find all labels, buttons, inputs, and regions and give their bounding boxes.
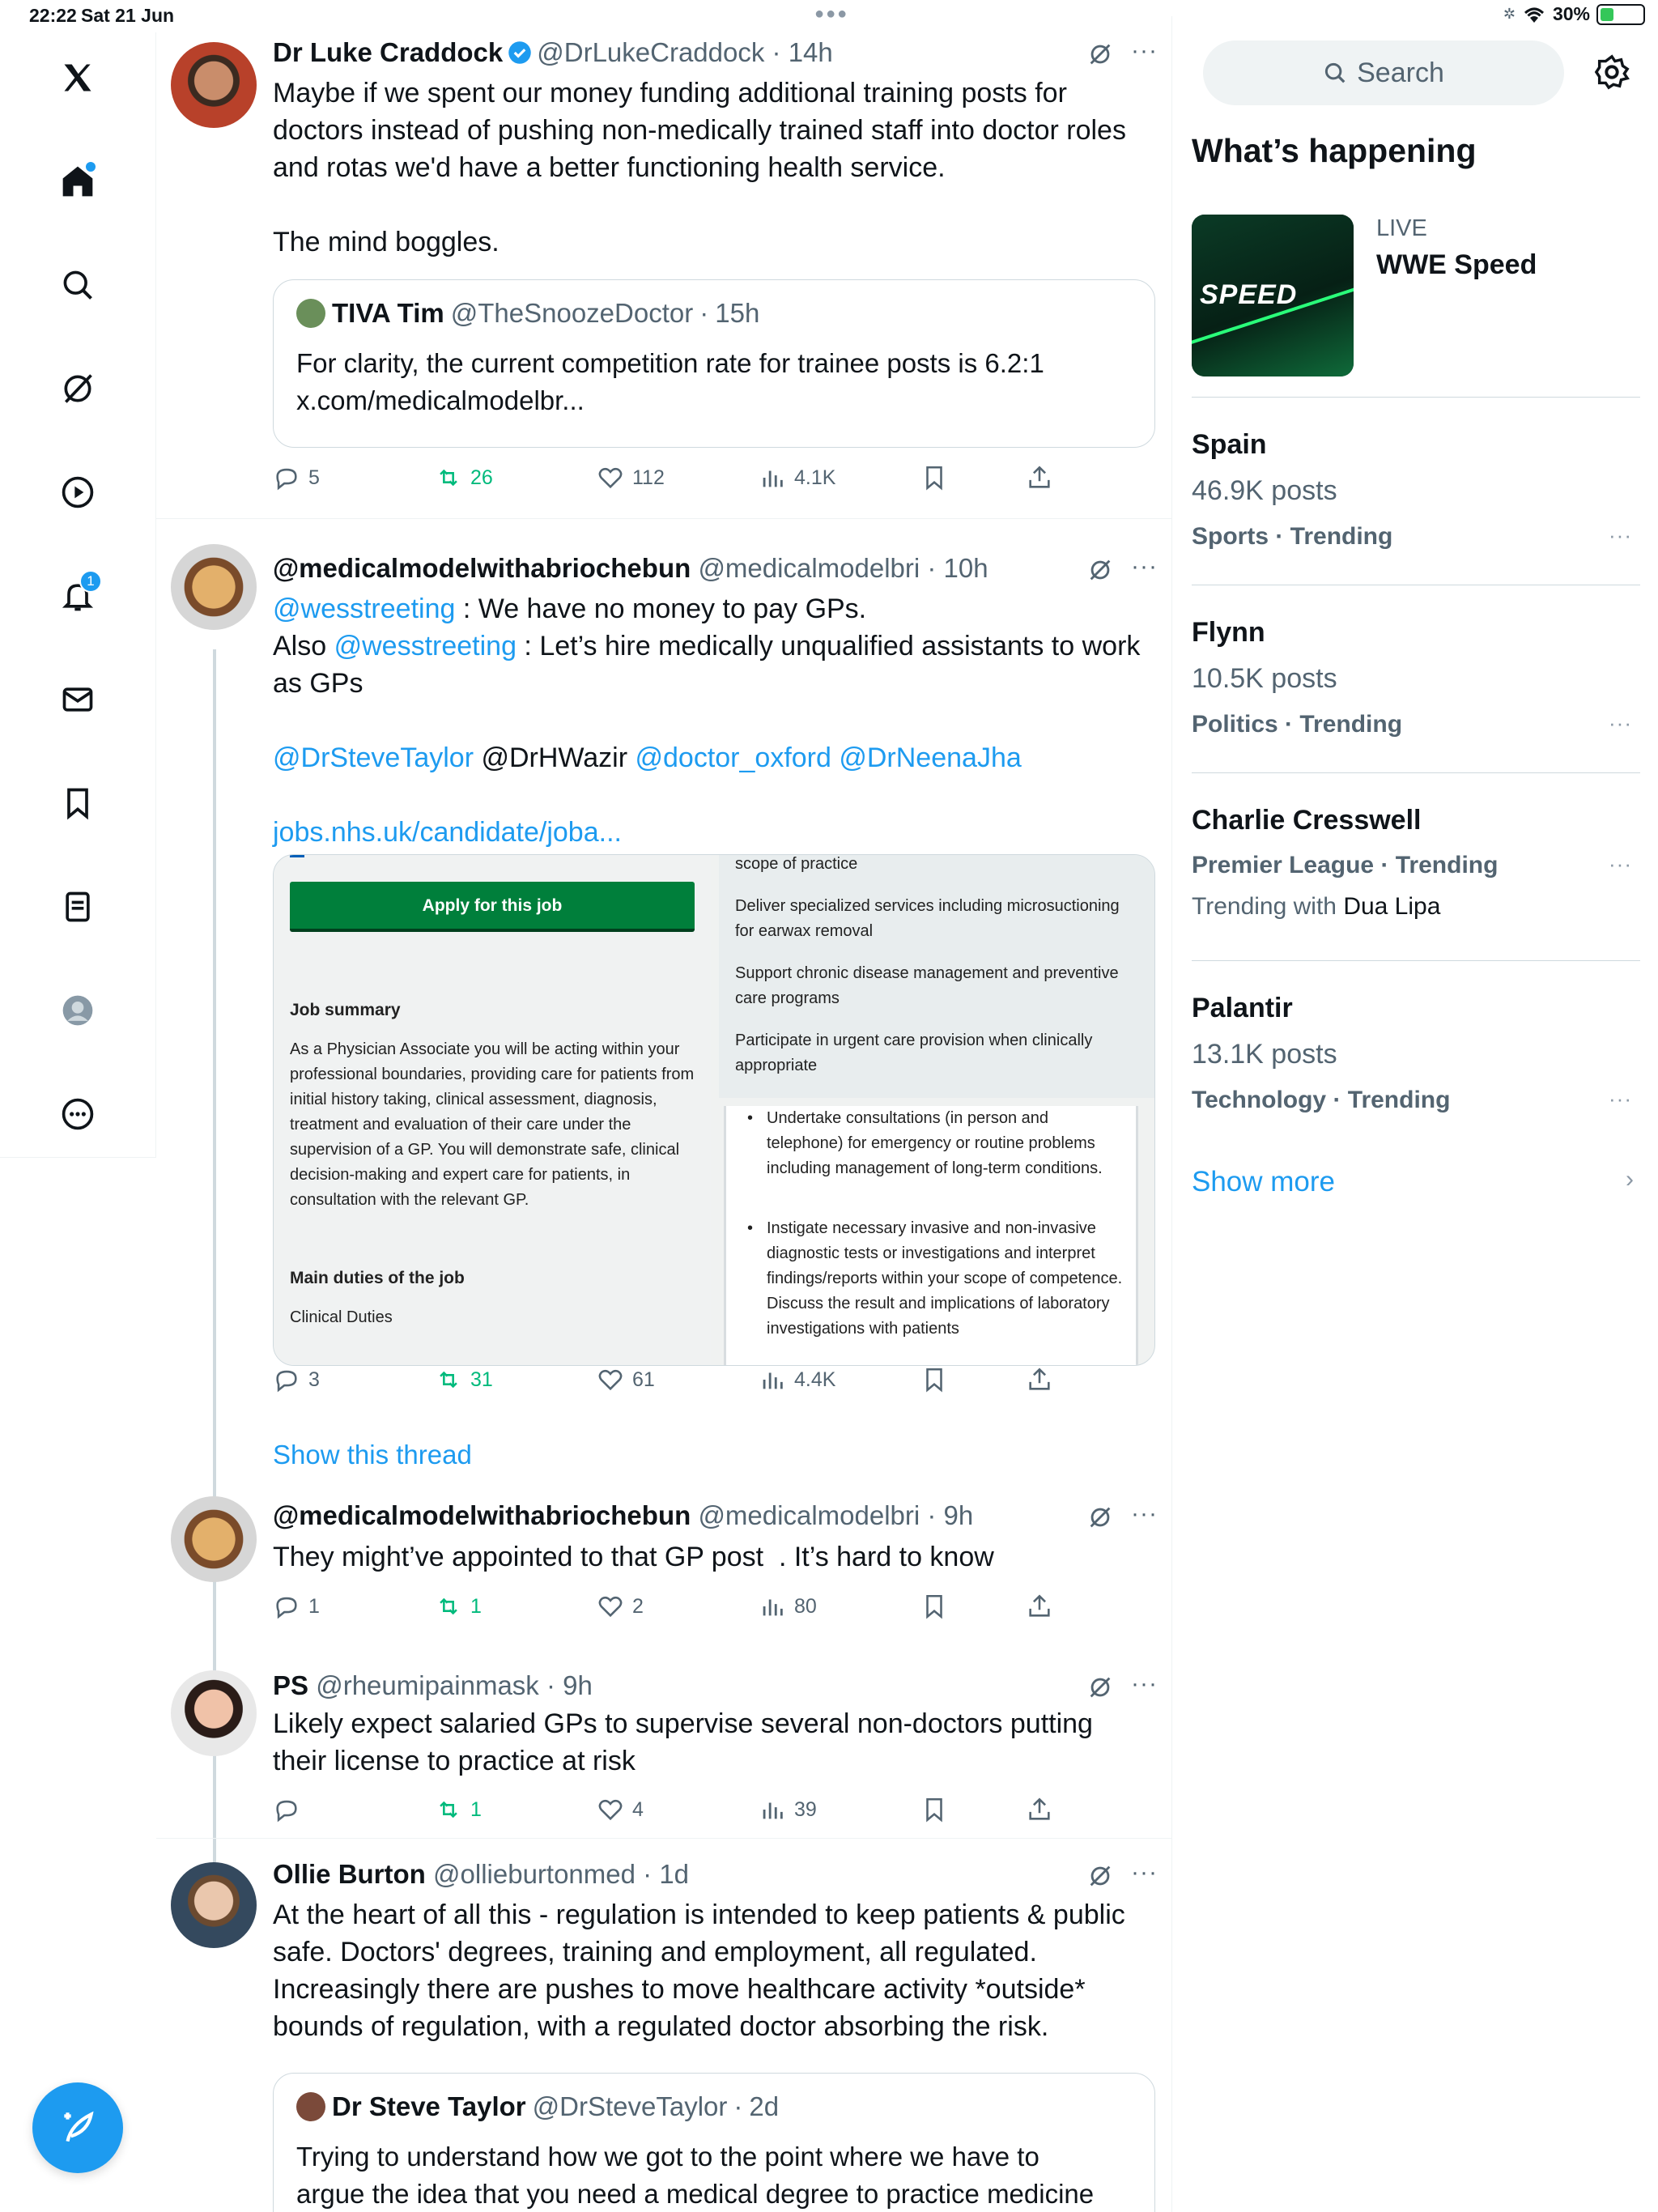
- messages-mail-icon[interactable]: [49, 670, 107, 729]
- status-time: 22:22: [29, 5, 77, 26]
- avatar[interactable]: [171, 544, 257, 630]
- left-nav: [0, 32, 156, 1158]
- tweet-article[interactable]: [156, 1482, 1172, 1644]
- signal-icon: ✲: [1503, 6, 1516, 22]
- repost-button[interactable]: [435, 464, 493, 491]
- like-count: 112: [632, 466, 665, 489]
- tweet-actions: [273, 1593, 1082, 1625]
- avatar[interactable]: [171, 1496, 257, 1582]
- compose-feather-icon: [57, 2108, 98, 2148]
- trend-post-count: 13.1K posts: [1192, 1039, 1337, 1070]
- notifications-bell-icon[interactable]: [49, 567, 107, 625]
- quote-author-handle: @TheSnoozeDoctor: [450, 298, 694, 328]
- media-right-bottom-panel: [724, 1106, 1138, 1366]
- post-time[interactable]: 9h: [943, 1500, 974, 1530]
- tweet-article[interactable]: [156, 16, 1172, 518]
- repost-count: 26: [470, 466, 493, 489]
- tweet-text-segment: : Let’s hire medically unqualified assistants to work: [516, 631, 1141, 661]
- tweet-header: Ollie Burton @ollieburtonmed · 1d: [273, 1859, 690, 1889]
- profile-avatar-icon[interactable]: [49, 981, 107, 1040]
- quoted-tweet[interactable]: [273, 279, 1155, 448]
- live-image-text: SPEED: [1200, 279, 1298, 310]
- mention-link[interactable]: @wesstreeting: [273, 593, 456, 624]
- views-button[interactable]: [759, 1366, 835, 1393]
- grok-explain-icon[interactable]: [1086, 40, 1114, 68]
- repost-button[interactable]: [435, 1366, 493, 1393]
- views-button[interactable]: [759, 464, 835, 491]
- repost-button[interactable]: [435, 1796, 482, 1823]
- author-name[interactable]: Ollie Burton: [273, 1859, 426, 1889]
- grok-explain-icon[interactable]: [1086, 1862, 1114, 1890]
- tweet-text-segment: @DrHWazir: [474, 742, 636, 773]
- search-input[interactable]: [1203, 40, 1564, 105]
- like-button[interactable]: [597, 1366, 655, 1393]
- avatar[interactable]: [171, 1862, 257, 1948]
- reply-button[interactable]: [273, 1796, 308, 1823]
- mention-link[interactable]: @wesstreeting: [334, 631, 517, 661]
- repost-icon: [435, 1593, 462, 1620]
- divider: [1192, 960, 1640, 961]
- chevron-right-icon: ›: [1626, 1166, 1634, 1193]
- tweet-text-segment: as GPs: [273, 668, 363, 699]
- trend-more-icon[interactable]: ···: [1609, 1087, 1632, 1111]
- author-handle[interactable]: @ollieburtonmed: [433, 1859, 636, 1889]
- share-button[interactable]: [1026, 1366, 1053, 1393]
- bookmark-icon: [920, 464, 948, 491]
- avatar[interactable]: [171, 42, 257, 128]
- share-button[interactable]: [1026, 1593, 1053, 1620]
- media-right-top-panel: [719, 855, 1155, 1098]
- bookmark-icon: [920, 1593, 948, 1620]
- show-thread-link[interactable]: Show this thread: [273, 1440, 472, 1470]
- bookmark-button[interactable]: [920, 1796, 948, 1823]
- trend-category: Politics · Trending: [1192, 711, 1403, 738]
- tweet-actions: [273, 1796, 1082, 1828]
- like-count: 4: [632, 1797, 644, 1821]
- tweet-media-image[interactable]: [273, 854, 1155, 1366]
- home-unread-dot: [86, 162, 96, 172]
- share-button[interactable]: [1026, 464, 1053, 491]
- grok-explain-icon[interactable]: [1086, 1504, 1114, 1531]
- trend-post-count: 46.9K posts: [1192, 475, 1337, 506]
- tweet-header: @medicalmodelwithabriochebun @medicalmodelbri · 9h: [273, 1500, 974, 1530]
- views-chart-icon: [759, 1366, 786, 1393]
- repost-count: 1: [470, 1594, 482, 1618]
- author-handle[interactable]: @medicalmodelbri: [698, 1500, 920, 1530]
- reply-count: 3: [308, 1368, 320, 1391]
- heart-icon: [597, 464, 624, 491]
- more-icon[interactable]: ···: [1131, 1500, 1158, 1527]
- trend-category: Sports · Trending: [1192, 523, 1393, 550]
- avatar[interactable]: [171, 1670, 257, 1756]
- settings-gear-icon[interactable]: [1593, 53, 1630, 91]
- post-time[interactable]: 9h: [563, 1670, 593, 1700]
- heart-icon: [597, 1796, 624, 1823]
- trend-name: Spain: [1192, 429, 1267, 460]
- trend-name: Flynn: [1192, 617, 1265, 648]
- reply-icon: [273, 1366, 300, 1393]
- views-chart-icon: [759, 1796, 786, 1823]
- share-icon: [1026, 1593, 1053, 1620]
- views-count: 39: [794, 1797, 817, 1821]
- bookmark-icon: [920, 1796, 948, 1823]
- reply-button[interactable]: [273, 1593, 320, 1620]
- media-apply-button: Apply for this job: [290, 882, 695, 932]
- views-count: 4.4K: [794, 1368, 836, 1391]
- quote-text: For clarity, the current competition rate for trainee posts is 6.2:1 x.com/medicalmodelbr...: [296, 348, 1044, 415]
- like-button[interactable]: [597, 464, 665, 491]
- views-chart-icon: [759, 464, 786, 491]
- media-left-panel: [274, 855, 711, 1366]
- tweet-header: @medicalmodelwithabriochebun @medicalmodelbri · 10h: [273, 553, 988, 583]
- media-bullet: • Instigate necessary invasive and non-invasive diagnostic tests or investigations and interpret findings/reports within your scope of competence. Discuss the result and implications of laboratory investigations with patients: [767, 1216, 1123, 1342]
- reply-count: 5: [308, 466, 320, 489]
- trend-category: Technology · Trending: [1192, 1087, 1451, 1113]
- reply-icon: [273, 1593, 300, 1620]
- tweet-text: [273, 590, 1155, 851]
- author-name[interactable]: @medicalmodelwithabriochebun: [273, 1500, 691, 1530]
- grok-icon[interactable]: [49, 359, 107, 418]
- trend-name: Palantir: [1192, 993, 1293, 1023]
- search-icon: [1323, 61, 1347, 85]
- mention-link[interactable]: @DrSteveTaylor: [273, 742, 474, 773]
- tweet-text: Likely expect salaried GPs to supervise several non-doctors putting their license to practice at risk: [273, 1708, 1093, 1776]
- share-icon: [1026, 1366, 1053, 1393]
- heart-icon: [597, 1593, 624, 1620]
- reply-icon: [273, 1796, 300, 1823]
- more-options-icon[interactable]: [49, 1085, 107, 1143]
- bookmark-button[interactable]: [920, 464, 948, 491]
- views-count: 4.1K: [794, 466, 836, 489]
- author-handle[interactable]: @medicalmodelbri: [698, 553, 920, 583]
- lists-icon[interactable]: [49, 878, 107, 936]
- media-job-summary-heading: Job summary: [290, 1001, 401, 1019]
- quote-avatar: [296, 299, 325, 328]
- video-play-icon[interactable]: [49, 463, 107, 521]
- post-time[interactable]: 1d: [659, 1859, 690, 1889]
- author-name[interactable]: @medicalmodelwithabriochebun: [273, 553, 691, 583]
- grok-explain-icon[interactable]: [1086, 556, 1114, 584]
- quote-header: Dr Steve Taylor @DrSteveTaylor · 2d: [296, 2091, 779, 2122]
- quote-author-name: TIVA Tim: [332, 298, 444, 328]
- verified-badge-icon: [508, 40, 532, 65]
- quote-avatar: [296, 2092, 325, 2121]
- tweet-header: Dr Luke Craddock @DrLukeCraddock · 14h: [273, 37, 833, 67]
- timeline: [156, 16, 1172, 2212]
- media-text: Deliver specialized services including microsuctioning for earwax removal: [735, 897, 1120, 940]
- repost-icon: [435, 464, 462, 491]
- more-icon[interactable]: ···: [1131, 553, 1158, 580]
- multitasking-dots-icon[interactable]: ●●●: [814, 5, 849, 23]
- trend-more-icon[interactable]: ···: [1609, 523, 1632, 547]
- live-event-image[interactable]: [1192, 215, 1354, 376]
- like-count: 2: [632, 1594, 644, 1618]
- media-bullet: • Undertake consultations (in person and telephone) for emergency or routine problems including management of long-term conditions.: [767, 1106, 1123, 1181]
- trend-name: Charlie Cresswell: [1192, 805, 1422, 836]
- media-text: Support chronic disease management and preventive care programs: [735, 964, 1119, 1007]
- tweet-text-segment: : We have no money to pay GPs.: [455, 593, 867, 624]
- reply-button[interactable]: [273, 464, 320, 491]
- trend-with-prefix: Trending with: [1192, 893, 1344, 920]
- divider: [1192, 397, 1640, 398]
- mention-link[interactable]: @doctor_oxford: [635, 742, 831, 773]
- quote-text: Trying to understand how we got to the point where we have to argue the idea that you need a medical degree to practice medicine: [296, 2142, 1095, 2209]
- bookmark-button[interactable]: [920, 1366, 948, 1393]
- like-count: 61: [632, 1368, 655, 1391]
- grok-explain-icon[interactable]: [1086, 1674, 1114, 1701]
- post-time[interactable]: 14h: [788, 37, 833, 67]
- author-name[interactable]: PS: [273, 1670, 309, 1700]
- author-name[interactable]: Dr Luke Craddock: [273, 37, 504, 67]
- media-clinical-duties: Clinical Duties: [290, 1308, 393, 1326]
- more-icon[interactable]: ···: [1131, 37, 1158, 64]
- repost-button[interactable]: [435, 1593, 482, 1620]
- author-handle[interactable]: @DrLukeCraddock: [537, 37, 765, 67]
- heart-icon: [597, 1366, 624, 1393]
- media-job-summary: As a Physician Associate you will be acting within your professional boundaries, providing care for patients from initial history taking, clinical assessment, diagnosis, treatment and evaluation of their care under the supervision of a GP. You will demonstrate safe, clinical decision-making and expert care for patients, in consultation with the relevant GP.: [290, 1040, 695, 1209]
- post-time[interactable]: 10h: [943, 553, 988, 583]
- author-handle[interactable]: @rheumipainmask: [316, 1670, 539, 1700]
- quoted-tweet[interactable]: [273, 2073, 1155, 2212]
- share-button[interactable]: [1026, 1796, 1053, 1823]
- share-icon: [1026, 464, 1053, 491]
- more-icon[interactable]: ···: [1131, 1859, 1158, 1886]
- live-event-title[interactable]: WWE Speed: [1376, 249, 1537, 280]
- trend-more-icon[interactable]: ···: [1609, 852, 1632, 876]
- like-button[interactable]: [597, 1796, 644, 1823]
- quote-author-handle: @DrSteveTaylor: [532, 2091, 728, 2121]
- thread-connector-line: [213, 1595, 216, 1660]
- more-icon[interactable]: ···: [1131, 1670, 1158, 1697]
- search-placeholder: Search: [1357, 57, 1444, 88]
- views-chart-icon: [759, 1593, 786, 1620]
- share-icon: [1026, 1796, 1053, 1823]
- tweet-actions: [273, 1366, 1082, 1398]
- reply-icon: [273, 464, 300, 491]
- live-label: LIVE: [1376, 215, 1427, 241]
- repost-icon: [435, 1366, 462, 1393]
- tweet-text: Maybe if we spent our money funding additional training posts for doctors instead of pushing non-medically trained staff into doctor roles and rotas we'd have a better functioning health service. The mind boggles.: [273, 78, 1126, 257]
- right-sidebar: [1172, 0, 1658, 2212]
- tweet-text: At the heart of all this - regulation is intended to keep patients & public safe. Doctors' degrees, training and employment, all regulated. Increasingly there are pushes to move healthcare activity *outside* bounds of regulation, with a regulated doctor absorbing the risk.: [273, 1899, 1125, 2042]
- trend-with: [1192, 893, 1440, 921]
- tweet-article[interactable]: [156, 1652, 1172, 1846]
- reply-button[interactable]: [273, 1366, 320, 1393]
- repost-icon: [435, 1796, 462, 1823]
- tweet-text-segment: Also: [273, 631, 334, 661]
- trend-more-icon[interactable]: ···: [1609, 711, 1632, 735]
- status-date: Sat 21 Jun: [81, 5, 175, 26]
- explore-search-icon[interactable]: [49, 256, 107, 314]
- compose-post-button[interactable]: [32, 2082, 123, 2173]
- external-link[interactable]: jobs.nhs.uk/candidate/joba...: [273, 817, 622, 848]
- whats-happening-title: What’s happening: [1192, 132, 1477, 169]
- trend-with-name: Dua Lipa: [1343, 893, 1441, 920]
- media-text: scope of practice: [735, 855, 858, 873]
- quote-header: TIVA Tim @TheSnoozeDoctor · 15h: [296, 298, 759, 329]
- bookmarks-icon[interactable]: [49, 774, 107, 832]
- views-button[interactable]: [759, 1593, 817, 1620]
- like-button[interactable]: [597, 1593, 644, 1620]
- bookmark-icon: [920, 1366, 948, 1393]
- notifications-badge: 1: [79, 570, 102, 593]
- show-more-link[interactable]: Show more: [1192, 1166, 1336, 1197]
- repost-count: 31: [470, 1368, 493, 1391]
- views-button[interactable]: [759, 1796, 817, 1823]
- repost-count: 1: [470, 1797, 482, 1821]
- reply-count: 1: [308, 1594, 320, 1618]
- quote-time: 15h: [715, 298, 760, 328]
- mention-link[interactable]: @DrNeenaJha: [839, 742, 1022, 773]
- media-text: Participate in urgent care provision when clinically appropriate: [735, 1032, 1093, 1074]
- bookmark-button[interactable]: [920, 1593, 948, 1620]
- media-accent-mark: [290, 855, 304, 857]
- quote-time: 2d: [749, 2091, 780, 2121]
- trend-category: Premier League · Trending: [1192, 852, 1499, 878]
- tweet-actions: [273, 464, 1082, 496]
- x-logo-icon[interactable]: [49, 49, 107, 107]
- divider: [1192, 772, 1640, 773]
- home-icon[interactable]: [49, 152, 107, 211]
- tweet-header: PS @rheumipainmask · 9h: [273, 1670, 593, 1700]
- trend-post-count: 10.5K posts: [1192, 663, 1337, 694]
- media-main-duties-heading: Main duties of the job: [290, 1269, 465, 1287]
- battery-percent: 30%: [1552, 3, 1590, 24]
- tweet-article[interactable]: [156, 1838, 1172, 2212]
- tweet-text: They might’ve appointed to that GP post . It’s hard to know: [273, 1542, 994, 1572]
- views-count: 80: [794, 1594, 817, 1618]
- quote-author-name: Dr Steve Taylor: [332, 2091, 526, 2121]
